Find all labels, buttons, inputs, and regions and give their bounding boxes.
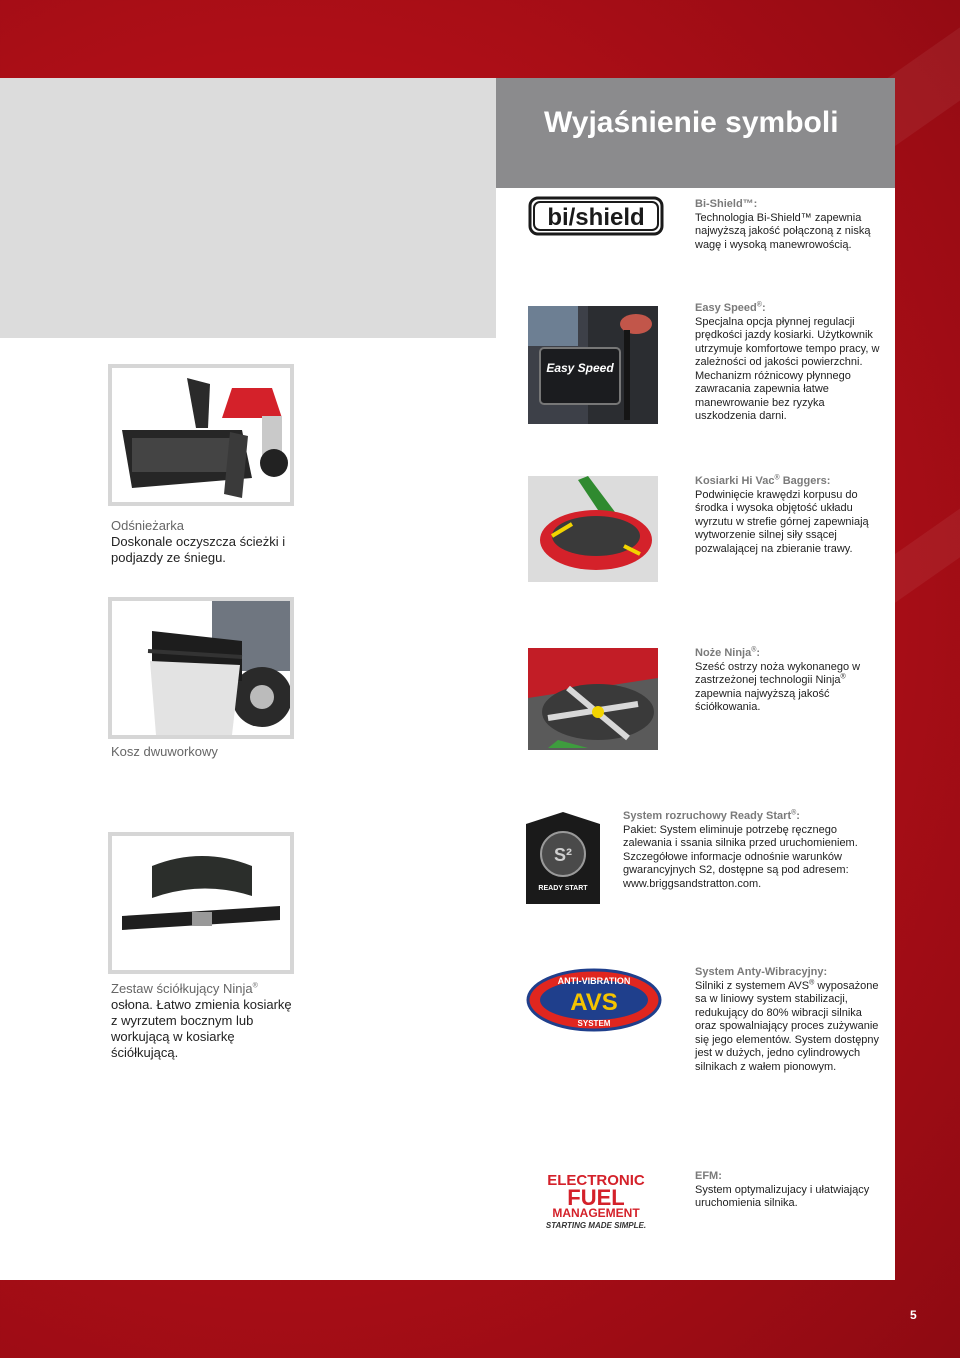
efm-logo bbox=[528, 1170, 664, 1232]
accessory-mulching-kit bbox=[111, 981, 301, 1061]
ready-start-logo bbox=[524, 810, 602, 906]
snow-thrower-image bbox=[108, 364, 294, 506]
feature-title: Noże Ninja®: bbox=[695, 646, 761, 659]
svg-text:FUEL: FUEL bbox=[567, 1185, 625, 1210]
svg-text:AVS: AVS bbox=[570, 989, 618, 1016]
accessory-snow-thrower bbox=[111, 518, 301, 566]
feature-easy-speed bbox=[695, 302, 885, 424]
svg-text:bi/shield: bi/shield bbox=[547, 204, 645, 231]
feature-bishield bbox=[695, 198, 885, 252]
svg-text:ELECTRONIC: ELECTRONIC bbox=[547, 1172, 645, 1189]
svg-text:Easy Speed: Easy Speed bbox=[546, 361, 614, 375]
svg-text:STARTING MADE SIMPLE.: STARTING MADE SIMPLE. bbox=[545, 1221, 647, 1230]
feature-title: EFM: bbox=[695, 1170, 722, 1182]
ninja-blades-image bbox=[528, 648, 658, 750]
feature-body: Technologia Bi-Shield™ zapewnia najwyższą jakość połączoną z niską wagę i wysoką manewrowością. bbox=[695, 211, 871, 251]
accessory-text: Doskonale oczyszcza ścieżki i podjazdy ze śniegu. bbox=[111, 534, 286, 565]
feature-body: System optymalizujacy i ułatwiający uruchomienia silnika. bbox=[695, 1183, 870, 1209]
svg-text:S²: S² bbox=[554, 845, 572, 865]
accessory-twin-bagger bbox=[111, 744, 301, 760]
accessory-title: Kosz dwuworkowy bbox=[111, 744, 218, 759]
page-title: Wyjaśnienie symboli bbox=[544, 106, 839, 139]
svg-text:ANTI-VIBRATION: ANTI-VIBRATION bbox=[557, 976, 631, 986]
feature-ninja bbox=[695, 647, 885, 715]
page-number: 5 bbox=[910, 1308, 917, 1322]
avs-logo bbox=[526, 968, 662, 1032]
accessory-title: Odśnieżarka bbox=[111, 518, 184, 533]
feature-title: Kosiarki Hi Vac® Baggers: bbox=[695, 474, 831, 487]
feature-title: System Anty-Wibracyjny: bbox=[695, 966, 828, 978]
feature-body: Sześć ostrzy noża wykonanego w zastrzeżonej technologii Ninja® zapewnia najwyższą jakość ściółkowania. bbox=[695, 660, 861, 713]
hivac-deck-image bbox=[528, 476, 658, 582]
accessory-title: Zestaw ściółkujący Ninja® bbox=[111, 981, 258, 996]
svg-text:SYSTEM: SYSTEM bbox=[577, 1019, 611, 1028]
feature-title: Bi-Shield™: bbox=[695, 198, 758, 210]
feature-ready-start bbox=[623, 810, 873, 891]
feature-avs bbox=[695, 966, 885, 1074]
mulching-kit-image bbox=[108, 832, 294, 974]
feature-hivac bbox=[695, 475, 885, 556]
accessory-text: osłona. Łatwo zmienia kosiarkę z wyrzutem bocznym lub workującą w kosiarkę ściółkującą. bbox=[111, 997, 292, 1060]
svg-text:MANAGEMENT: MANAGEMENT bbox=[552, 1206, 640, 1220]
twin-bagger-image bbox=[108, 597, 294, 739]
left-panel-top bbox=[0, 78, 497, 338]
easy-speed-image bbox=[528, 306, 658, 424]
feature-title: Easy Speed®: bbox=[695, 301, 766, 314]
feature-title: System rozruchowy Ready Start®: bbox=[623, 809, 800, 822]
feature-body: Silniki z systemem AVS® wyposażone sa w liniowy system stabilizacji, redukujący do 80% wibracji silnika oraz spowalniający proces zużywanie się jego elementów. System dostępny jest w dużych, jedno cylindrowych silnikach z wałem pionowym. bbox=[695, 978, 880, 1073]
feature-efm bbox=[695, 1170, 885, 1211]
feature-body: Pakiet: System eliminuje potrzebę ręcznego zalewania i ssania silnika przed uruchomieniem. Szczegółowe informacje odnośnie warunków gwarancyjnych S2, dostępne są pod adresem: www.briggsandstratton.com. bbox=[623, 823, 858, 890]
bishield-logo bbox=[528, 196, 664, 236]
feature-body: Specjalna opcja płynnej regulacji prędkości jazdy kosiarki. Użytkownik utrzymuje komfortowe tempo pracy, w zależności od jakości powierzchni. Mechanizm różnicowy płynnego zawracania zapewnia łatwe manewrowanie bez ryzyka uszkodzenia darni. bbox=[695, 315, 880, 422]
svg-text:READY START: READY START bbox=[538, 885, 588, 892]
feature-body: Podwinięcie krawędzi korpusu do środka i wysoka objętość układu wyrzutu w strefie górnej zapewniają wytworzenie silnej siły ssącej pozwalającej na zbieranie trawy. bbox=[695, 488, 869, 555]
